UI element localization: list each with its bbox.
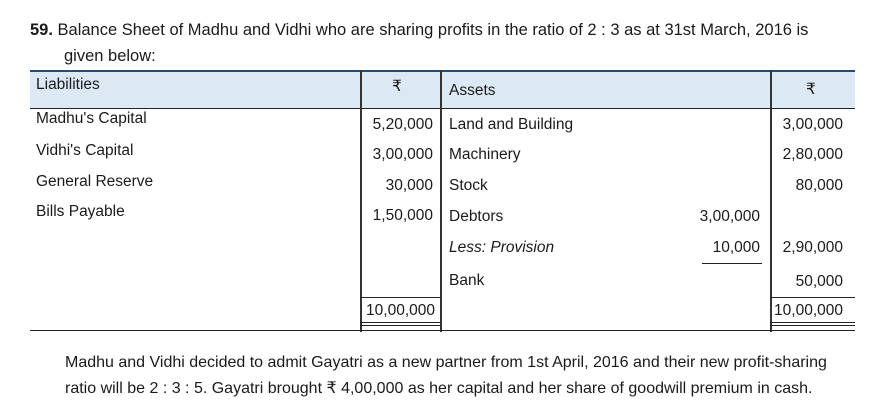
header-rupee-liabilities: ₹ [392,78,402,95]
balance-sheet-table [30,70,855,332]
asset-amount: 3,00,000 [782,116,843,133]
column-divider [770,70,772,332]
table-bottom-line [30,330,855,331]
question-number: 59. [30,21,53,39]
header-rupee-assets: ₹ [806,81,816,98]
total-double-line [360,325,440,326]
liability-name: Madhu's Capital [36,110,147,127]
liability-name: General Reserve [36,173,154,190]
liability-name: Vidhi's Capital [36,142,134,159]
asset-amount: 2,80,000 [782,146,843,163]
total-top-line [360,297,440,298]
table-header [30,70,855,109]
header-liabilities: Liabilities [36,76,100,93]
paragraph-line-2: ratio will be 2 : 3 : 5. Gayatri brought ₹ 4,00,000 as her capital and her share of goodwill premium in cash. [65,380,813,397]
asset-name: Bank [449,272,485,289]
total-double-line [770,325,855,326]
total-assets: 10,00,000 [774,302,843,319]
asset-amount: 2,90,000 [782,239,843,256]
total-liabilities: 10,00,000 [366,302,435,319]
asset-sub-amount: 10,000 [712,239,760,256]
asset-name: Less: Provision [449,239,555,256]
paragraph [65,350,860,402]
liability-amount: 1,50,000 [372,207,433,224]
column-divider [440,70,442,332]
total-double-line [770,322,855,323]
question-line-1: Balance Sheet of Madhu and Vidhi who are sharing profits in the ratio of 2 : 3 as at 31st March, 2016 is [57,21,809,39]
asset-name: Land and Building [449,116,574,133]
column-divider [360,70,362,332]
asset-name: Stock [449,177,488,194]
liability-amount: 5,20,000 [372,116,433,133]
liability-name: Bills Payable [36,203,125,220]
asset-name: Debtors [449,208,504,225]
asset-amount: 80,000 [795,177,843,194]
total-double-line [360,322,440,323]
question-text [30,17,860,69]
question-line-2: given below: [64,47,156,65]
asset-amount: 50,000 [795,273,843,290]
liability-amount: 30,000 [385,177,433,194]
subtotal-underline [702,263,762,264]
asset-name: Machinery [449,146,521,163]
total-top-line [770,297,855,298]
liability-amount: 3,00,000 [372,146,433,163]
asset-sub-amount: 3,00,000 [699,208,760,225]
paragraph-line-1: Madhu and Vidhi decided to admit Gayatri as a new partner from 1st April, 2016 and their new profit-sharing [65,354,827,371]
header-assets: Assets [449,82,496,99]
